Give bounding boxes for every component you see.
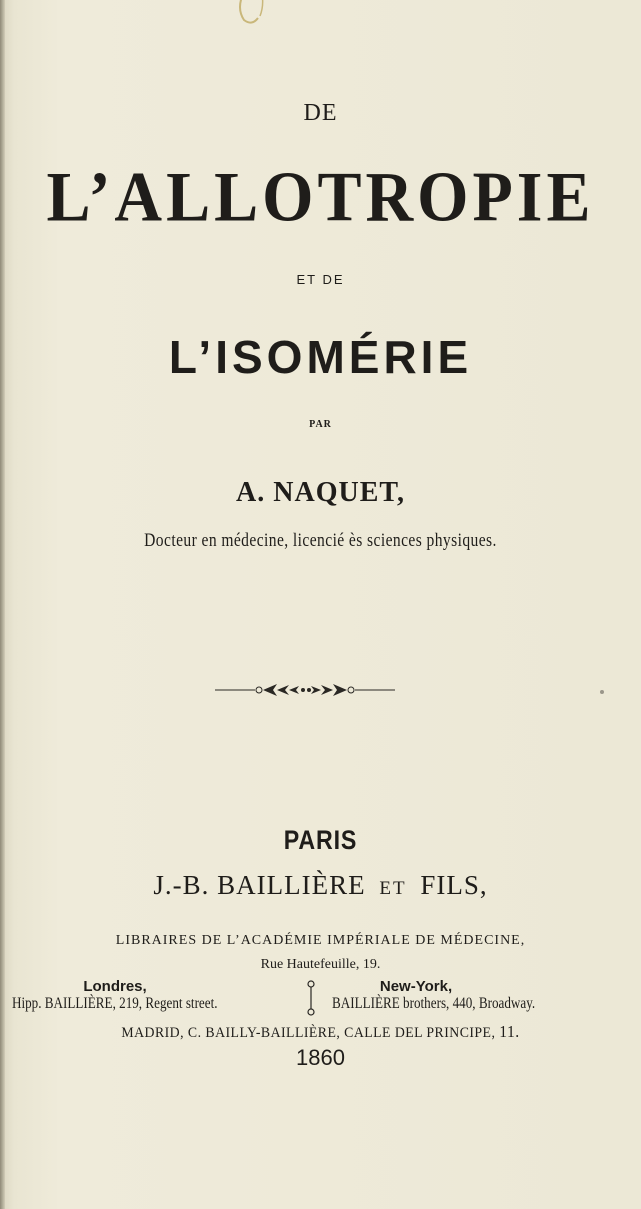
publication-city: PARIS: [283, 825, 358, 855]
sub-title: L’ISOMÉRIE: [168, 331, 473, 383]
newyork-label: New-York,: [379, 978, 453, 995]
publisher-name-et: ET: [379, 878, 407, 899]
publisher-name-part-b: FILS,: [420, 870, 488, 900]
publisher-address: Rue Hautefeuille, 19.: [260, 957, 381, 972]
publisher-name: [0, 870, 641, 901]
main-title: L’ALLOTROPIE: [46, 158, 595, 237]
divider-brace-icon: [306, 980, 316, 1016]
london-agent: Hipp. BAILLIÈRE, 219, Regent street.: [12, 995, 218, 1012]
publication-year: 1860: [296, 1045, 345, 1070]
madrid-number: 11.: [499, 1022, 520, 1041]
conjunction-et-de: ET DE: [296, 272, 345, 287]
madrid-text: MADRID, C. BAILLY-BAILLIÈRE, CALLE DEL PRINCIPE,: [121, 1025, 496, 1041]
stamp-mark-icon: [222, 0, 282, 30]
preposition-de: DE: [303, 100, 338, 126]
london-label: Londres,: [83, 978, 147, 995]
madrid-agent: [26, 1022, 616, 1042]
publisher-role: LIBRAIRES DE L’ACADÉMIE IMPÉRIALE DE MÉDECINE,: [115, 933, 526, 948]
author-credentials: Docteur en médecine, licencié ès sciences physiques.: [144, 530, 497, 551]
publisher-name-part-a: J.-B. BAILLIÈRE: [153, 870, 366, 900]
by-label: PAR: [309, 419, 332, 430]
paper-speck: [600, 690, 604, 694]
author-name: A. NAQUET,: [236, 477, 405, 508]
decorative-rule-icon: [215, 680, 395, 700]
newyork-agent: BAILLIÈRE brothers, 440, Broadway.: [332, 995, 536, 1012]
